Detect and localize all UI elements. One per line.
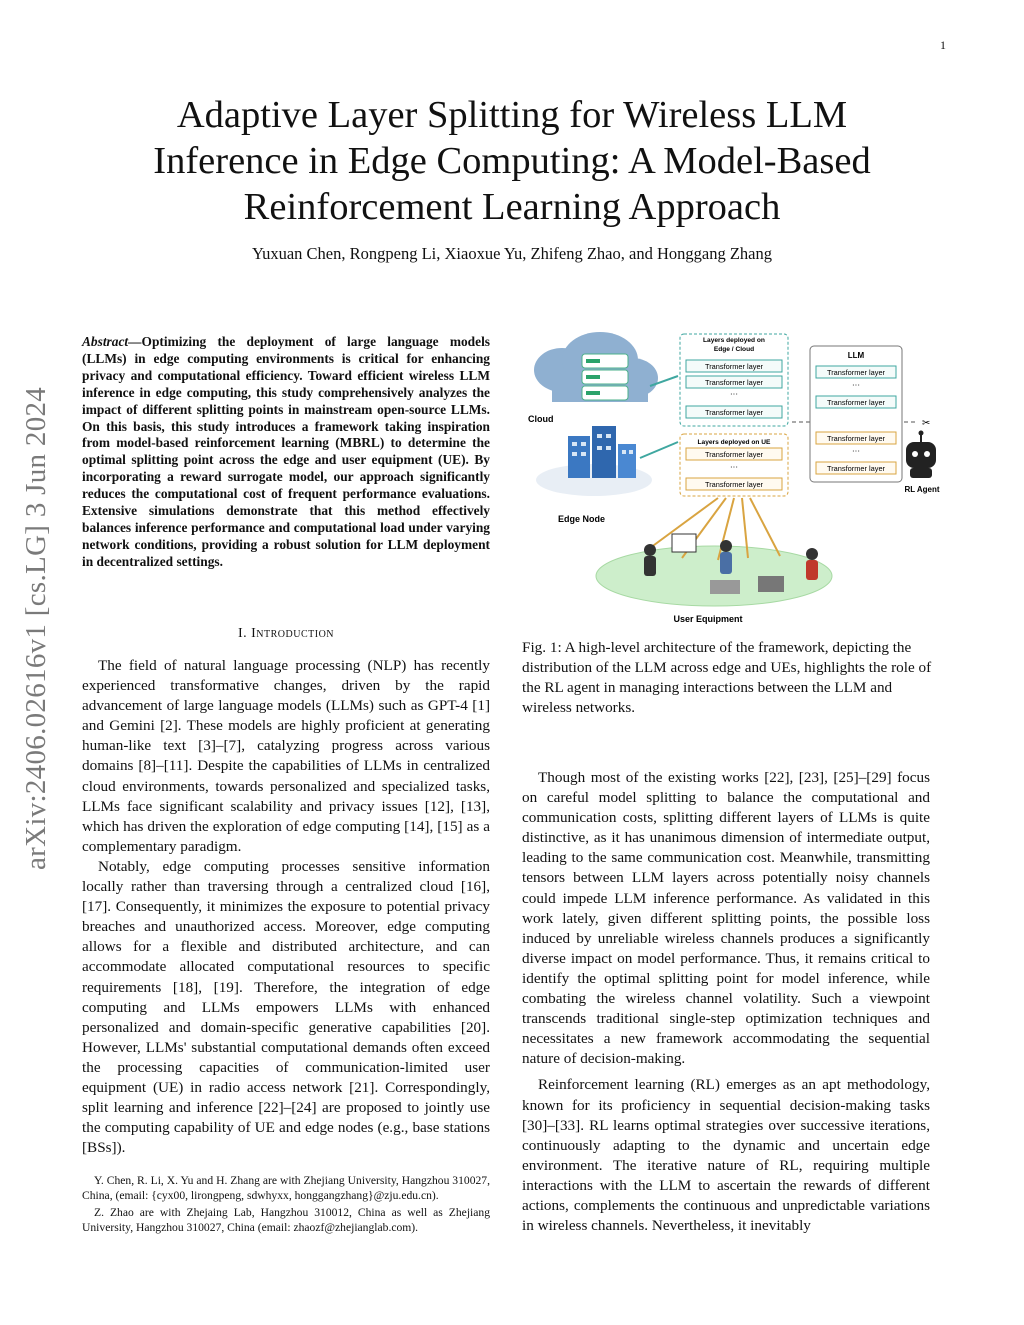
- section-heading: [82, 626, 490, 642]
- layer-ellipsis: ···: [730, 390, 738, 399]
- user-equipment-label: User Equipment: [673, 614, 743, 624]
- right-column-body: [522, 768, 930, 1242]
- cloud-icon: [534, 332, 658, 402]
- section-heading-text: I. Introduction: [237, 626, 335, 641]
- footnotes: [82, 1174, 490, 1238]
- edge-box-title: Layers deployed on Edge / Cloud: [703, 337, 765, 353]
- paper-title: Adaptive Layer Splitting for Wireless LLM Inference in Edge Computing: A Model-Based Reinforcement Learning Approach: [153, 94, 871, 228]
- cloud-label: Cloud: [528, 414, 554, 424]
- author-list: Yuxuan Chen, Rongpeng Li, Xiaoxue Yu, Zhifeng Zhao, and Honggang Zhang: [252, 244, 772, 263]
- body-paragraph: Though most of the existing works [22], [23], [25]–[29] focus on careful model splitting to balance the computational and communication costs, splitting different layers of LLMs is quite distinctive, as it has unanimous dimension of intermediate output, leading to the same communication cost. Meanwhile, transmitting tensors between LLM layers across potentially noisy channels could impede LLM inference performance. As validated in this work lately, given different splitting points, the possible loss induced by unreliable wireless channels produces a significantly diverse impact on model performance. Thus, it remains critical to identify the optimal splitting point for model inference, while combating the wireless channel volatility. Such a viewpoint transcends traditional single-step optimization techniques and necessitates a new framework accommodating the sequential nature of decision-making.: [522, 769, 930, 1068]
- abstract: [82, 334, 490, 571]
- layer-label: Transformer layer: [704, 450, 764, 459]
- layer-ellipsis: ···: [730, 463, 738, 472]
- layer-label: Transformer layer: [826, 434, 886, 443]
- layer-label: Transformer layer: [704, 362, 764, 371]
- layer-label: Transformer layer: [704, 378, 764, 387]
- figure-caption: Fig. 1: A high-level architecture of the framework, depicting the distribution of the LLM across edge and UEs, highlights the role of the RL agent in managing interactions between the LLM and wireless networks.: [522, 639, 932, 717]
- layer-label: Transformer layer: [704, 480, 764, 489]
- body-paragraph: Reinforcement learning (RL) emerges as an apt methodology, known for its proficiency in sequential decision-making tasks [30]–[33]. RL learns optimal strategies over successive iterations, continuously adapting to the dynamic and uncertain edge environment. The iterative nature of RL, requiring multiple interactions with the LLM to ascertain the rewards of different actions, complements the continuous and unpredictable variations in wireless channels. Nevertheless, it inevitably: [522, 1076, 930, 1235]
- abstract-text: Optimizing the deployment of large language models (LLMs) in edge computing environments is critical for enhancing privacy and computational efficiency. Toward efficient wireless LLM inference in edge computing, this study comprehensively analyzes the impact of different splitting points in mainstream open-source LLMs. On this basis, this study introduces a framework taking inspiration from model-based reinforcement learning (MBRL) to determine the optimal splitting point across the edge and user equipment (UE). By incorporating a reward surrogate model, our approach significantly reduces the computational cost of frequent performance evaluations. Extensive simulations demonstrate that this method effectively balances inference performance and computational load under varying network conditions, providing a robust solution for LLM deployment in decentralized settings.: [82, 334, 490, 569]
- edge-node-label: Edge Node: [558, 514, 606, 524]
- footnote-affiliation-2: Z. Zhao are with Zhejaing Lab, Hangzhou 310012, China as well as Zhejiang University, Hangzhou 310027, China (email: zhaozf@zhejianglab.com).: [82, 1206, 490, 1234]
- layer-label: Transformer layer: [826, 464, 886, 473]
- ue-box-title: Layers deployed on UE: [697, 439, 771, 446]
- footnote-affiliation-1: Y. Chen, R. Li, X. Yu and H. Zhang are with Zhejiang University, Hangzhou 310027, China, (email: {cyx00, lirongpeng, sdwhyxx, honggangzhang}@zju.edu.cn).: [82, 1174, 490, 1202]
- robot-icon: [906, 431, 936, 479]
- edge-arrow: [640, 442, 678, 458]
- page-number: 1: [940, 38, 946, 52]
- rl-agent-label: RL Agent: [904, 485, 940, 494]
- layer-label: Transformer layer: [826, 368, 886, 377]
- abstract-lead: Abstract—: [82, 334, 142, 349]
- layer-label: Transformer layer: [704, 408, 764, 417]
- arxiv-watermark: arXiv:2406.02616v1 [cs.LG] 3 Jun 2024: [20, 386, 52, 870]
- llm-label: LLM: [847, 351, 865, 360]
- intro-paragraph: The field of natural language processing (NLP) has recently experienced transformative changes, driven by the rapid advancement of large language models (LLMs) such as GPT-4 [1] and Gemini [2]. These models are highly proficient at generating human-like text [3]–[7], catalyzing progress across various domains [8]–[11]. Despite the capabilities of LLMs in centralized cloud environments, towards personalized and specialized tasks, LLMs face significant scalability and privacy issues [12], [13], which has driven the exploration of edge computing [14], [15] as a complementary paradigm.: [82, 657, 490, 855]
- user-equipment-ground: [596, 546, 832, 606]
- layer-label: Transformer layer: [826, 398, 886, 407]
- architecture-figure: [522, 330, 946, 630]
- scissors-icon: ✂: [922, 418, 931, 429]
- intro-paragraph: Notably, edge computing processes sensitive information locally rather than traversing through a centralized cloud [16], [17]. Consequently, it minimizes the exposure to potential privacy breaches and unauthorized access. Moreover, edge computing allows for a flexible and distributed architecture, and can accommodate allocated computational resources to specific requirements [18], [19]. Therefore, the integration of edge computing and LLMs empowers LLMs with enhanced personalized and domain-specific generative capabilities [20]. However, LLMs' substantial computational demands often exceed the processing capacities of communication-limited user equipment (UE) in radio access network [21]. Correspondingly, split learning and inference [22]–[24] are proposed to jointly use the computing capability of UE and edge nodes (e.g., base stations [BSs]).: [82, 857, 490, 1157]
- edge-node-icon: [536, 426, 652, 496]
- layer-ellipsis: ···: [852, 381, 860, 390]
- layer-ellipsis: ···: [852, 447, 860, 456]
- introduction-body: [82, 656, 490, 1158]
